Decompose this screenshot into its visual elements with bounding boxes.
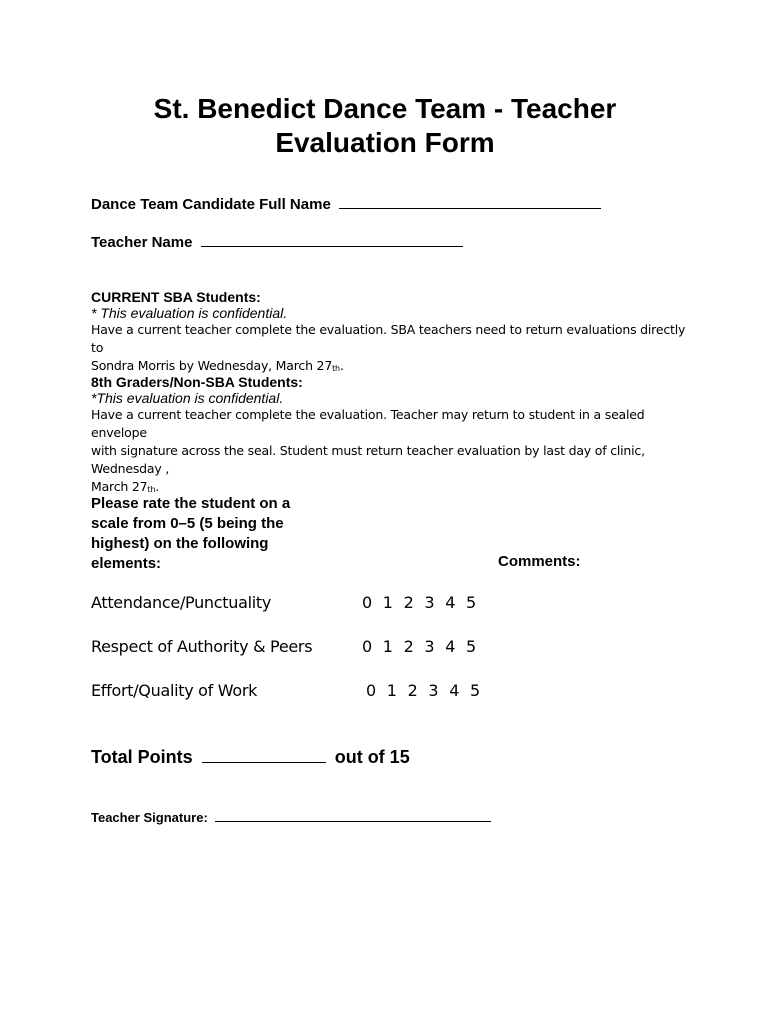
comments-label: Comments: (498, 553, 581, 570)
title-line-2: Evaluation Form (275, 127, 495, 158)
candidate-name-blank[interactable] (339, 194, 601, 209)
non-sba-confidential-note: *This evaluation is confidential. (91, 390, 284, 406)
section-non-sba (91, 374, 691, 499)
rating-option-4[interactable]: 4 (445, 637, 456, 656)
rating-option-1[interactable]: 1 (382, 637, 393, 656)
rating-instructions-line-2: scale from 0–5 (5 being the (91, 515, 284, 532)
total-points-suffix: out of 15 (334, 747, 410, 767)
sba-text-line-2: Sondra Morris by Wednesday, March 27th. (91, 358, 344, 373)
candidate-name-field (91, 194, 601, 213)
teacher-name-field (91, 232, 463, 251)
rating-option-0[interactable]: 0 (362, 637, 373, 656)
candidate-name-label: Dance Team Candidate Full Name (91, 196, 331, 213)
rating-option-5[interactable]: 5 (465, 637, 477, 656)
sba-text-line-1: Have a current teacher complete the evaluation. SBA teachers need to return evaluations directly to (91, 322, 686, 355)
total-points-blank[interactable] (202, 746, 326, 763)
rating-option-2[interactable]: 2 (403, 637, 414, 656)
sba-confidential-note: * This evaluation is confidential. (91, 305, 288, 321)
rating-option-2[interactable]: 2 (407, 681, 418, 700)
criterion-respect: Respect of Authority & Peers (91, 637, 313, 656)
rating-option-1[interactable]: 1 (382, 593, 393, 612)
criterion-effort: Effort/Quality of Work (91, 681, 258, 700)
criterion-attendance: Attendance/Punctuality (91, 593, 272, 612)
rating-scale-effort (366, 681, 491, 700)
rating-option-5[interactable]: 5 (465, 593, 477, 612)
sba-heading: CURRENT SBA Students: (91, 289, 261, 305)
rating-option-3[interactable]: 3 (424, 637, 435, 656)
rating-instructions-line-4: elements: (91, 555, 162, 572)
rating-instructions-line-3: highest) on the following (91, 535, 269, 552)
rating-option-0[interactable]: 0 (362, 593, 373, 612)
teacher-name-blank[interactable] (201, 232, 463, 247)
teacher-signature-row (91, 809, 491, 825)
rating-option-3[interactable]: 3 (428, 681, 439, 700)
rating-option-4[interactable]: 4 (445, 593, 456, 612)
teacher-signature-label: Teacher Signature: (91, 810, 208, 825)
non-sba-text-line-3: March 27th. (91, 479, 159, 494)
form-title (0, 92, 770, 160)
rating-option-5[interactable]: 5 (469, 681, 481, 700)
non-sba-text-line-2: with signature across the seal. Student must return teacher evaluation by last day of clinic, Wednesday , (91, 443, 645, 476)
rating-option-2[interactable]: 2 (403, 593, 414, 612)
rating-option-3[interactable]: 3 (424, 593, 435, 612)
rating-option-0[interactable]: 0 (366, 681, 377, 700)
title-line-1: St. Benedict Dance Team - Teacher (153, 93, 617, 124)
non-sba-instructions (91, 406, 691, 499)
rating-option-4[interactable]: 4 (449, 681, 460, 700)
non-sba-heading: 8th Graders/Non-SBA Students: (91, 374, 303, 390)
rating-instructions (91, 494, 321, 574)
section-sba (91, 289, 691, 378)
non-sba-text-line-1: Have a current teacher complete the evaluation. Teacher may return to student in a sealed envelope (91, 407, 645, 440)
sba-instructions (91, 321, 691, 378)
rating-scale-respect (362, 637, 487, 656)
rating-scale-attendance (362, 593, 487, 612)
rating-option-1[interactable]: 1 (386, 681, 397, 700)
total-points-row (91, 746, 410, 768)
teacher-name-label: Teacher Name (91, 234, 193, 251)
rating-instructions-line-1: Please rate the student on a (91, 495, 291, 512)
teacher-signature-blank[interactable] (215, 809, 491, 822)
total-points-label: Total Points (91, 747, 193, 767)
